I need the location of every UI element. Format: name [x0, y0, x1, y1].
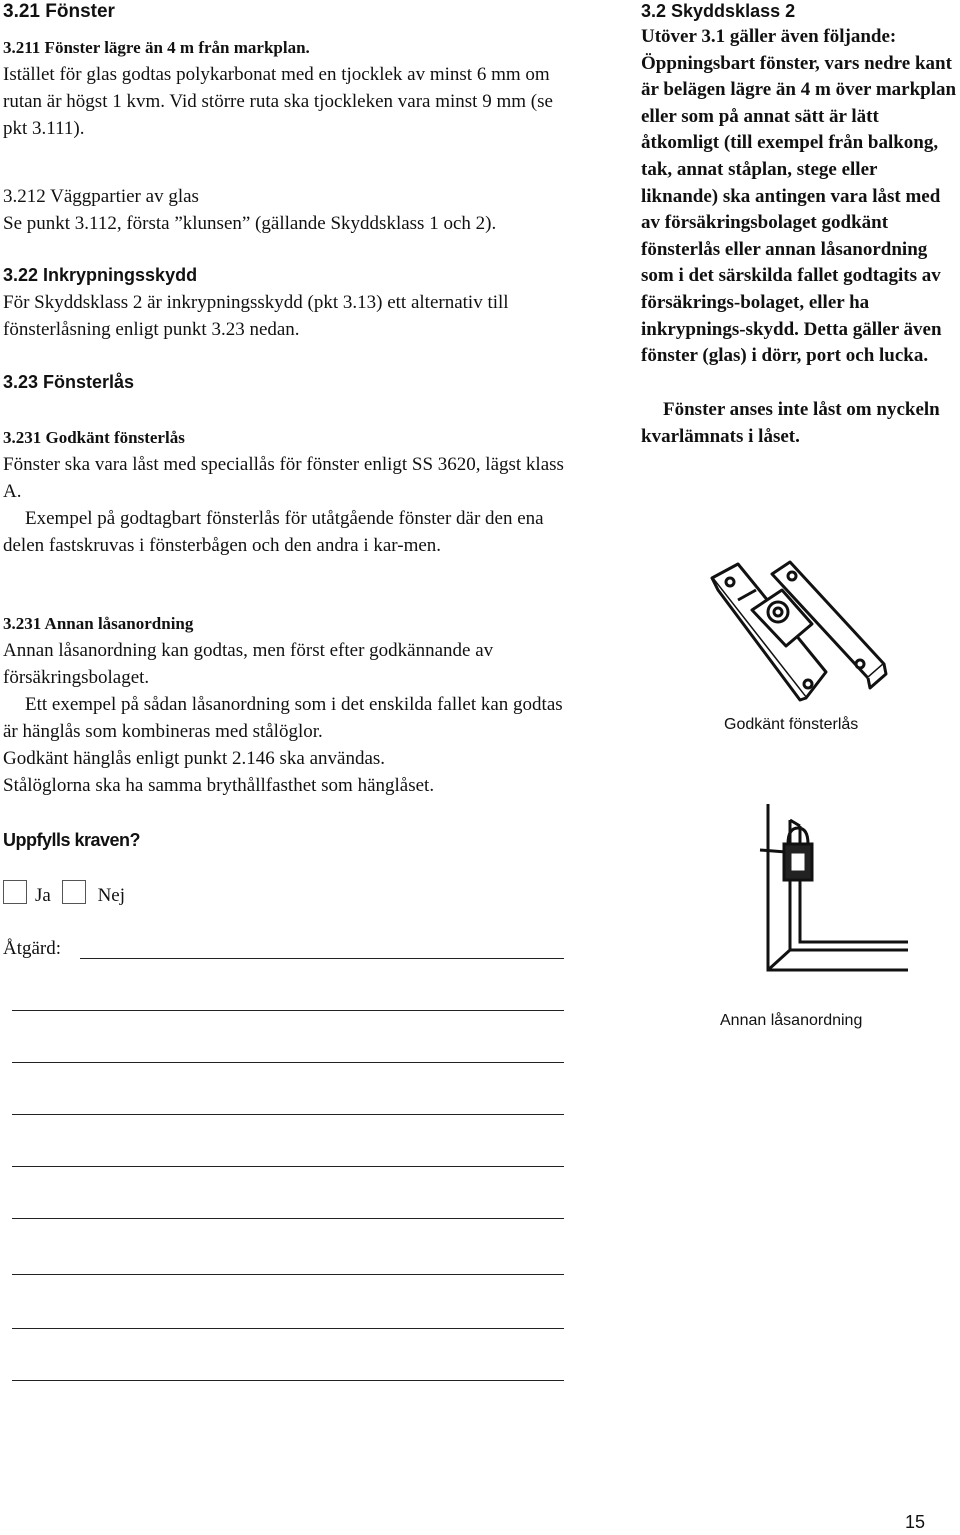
yes-no-row: [3, 880, 125, 909]
action-line-2[interactable]: [12, 1010, 564, 1011]
action-line-9[interactable]: [12, 1380, 564, 1381]
section-3-231b-text2: Ett exempel på sådan låsanordning som i det enskilda fallet kan godtas är hänglås som kombineras med stålöglor.: [3, 694, 563, 742]
section-3-231b-title: 3.231 Annan låsanordning: [3, 614, 194, 633]
action-line-8[interactable]: [12, 1328, 564, 1329]
section-3-212-title: [3, 183, 199, 210]
section-3-212-text: Se punkt 3.112, första ”klunsen” (gällande Skyddsklass 1 och 2).: [3, 213, 497, 234]
section-3-211-text: Istället för glas godtas polykarbonat med en tjocklek av minst 6 mm om rutan är högst 1 kvm. Vid större ruta ska tjockleken vara minst 9 mm (se pkt 3.111).: [3, 64, 553, 139]
skyddsklass-2-text2: Fönster anses inte låst om nyckeln kvarlämnats i låset.: [641, 399, 940, 447]
section-3-22-title: 3.22 Inkrypningsskydd: [3, 265, 198, 285]
yes-label: Ja: [35, 885, 51, 906]
section-3-231a-title: 3.231 Godkänt fönsterlås: [3, 428, 185, 447]
section-3-231b-text3: Godkänt hänglås enligt punkt 2.146 ska användas.: [3, 748, 386, 769]
caption-other-lock: Annan låsanordning: [720, 1012, 863, 1029]
action-line-5[interactable]: [12, 1166, 564, 1167]
question-label: Uppfylls kraven?: [3, 830, 141, 850]
action-line-1[interactable]: [80, 958, 564, 959]
yes-checkbox[interactable]: [3, 880, 27, 904]
section-3-231b-text4: Stålöglorna ska ha samma brythållfasthet som hänglåset.: [3, 775, 435, 796]
no-checkbox[interactable]: [62, 880, 86, 904]
section-3-212-title-text: 3.212 Väggpartier av glas: [3, 186, 199, 207]
caption-approved-lock: Godkänt fönsterlås: [724, 716, 859, 733]
section-3-22-text: För Skyddsklass 2 är inkrypningsskydd (pkt 3.13) ett alternativ till fönsterlåsning enligt punkt 3.23 nedan.: [3, 292, 509, 340]
padlock-illustration: [740, 800, 910, 1000]
skyddsklass-2-title: 3.2 Skyddsklass 2: [641, 1, 796, 21]
skyddsklass-2-text1: Utöver 3.1 gäller även följande: Öppningsbart fönster, vars nedre kant är belägen lägre än 4 m över markplan eller som på annat sätt är lätt åtkomligt (till exempel från balkong, tak, annat ståplan, stege eller liknande) ska antingen vara låst med av försäkringsbolaget godkänt fönsterlås eller annan låsanordning som i det särskilda fallet godtagits av försäkrings-bolaget, eller ha inkrypnings-skydd. Detta gäller även fönster (glas) i dörr, port och lucka.: [641, 26, 957, 367]
action-line-3[interactable]: [12, 1062, 564, 1063]
action-line-6[interactable]: [12, 1218, 564, 1219]
section-3-231b-text1: Annan låsanordning kan godtas, men först efter godkännande av försäkringsbolaget.: [3, 640, 494, 688]
section-3-23-title: 3.23 Fönsterlås: [3, 372, 135, 392]
window-lock-illustration: [708, 560, 888, 710]
action-line-7[interactable]: [12, 1274, 564, 1275]
section-3-21-title: 3.21 Fönster: [3, 1, 115, 22]
action-label: Åtgärd:: [3, 938, 62, 959]
section-3-231a-text2: Exempel på godtagbart fönsterlås för utåtgående fönster där den ena delen fastskruvas i fönsterbågen och den andra i kar-men.: [3, 508, 544, 556]
action-line-4[interactable]: [12, 1114, 564, 1115]
section-3-231a-text1: Fönster ska vara låst med speciallås för fönster enligt SS 3620, lägst klass A.: [3, 454, 564, 502]
no-label: Nej: [97, 885, 126, 906]
section-3-211-title: 3.211 Fönster lägre än 4 m från markplan.: [3, 38, 310, 57]
page-number: 15: [905, 1512, 926, 1532]
